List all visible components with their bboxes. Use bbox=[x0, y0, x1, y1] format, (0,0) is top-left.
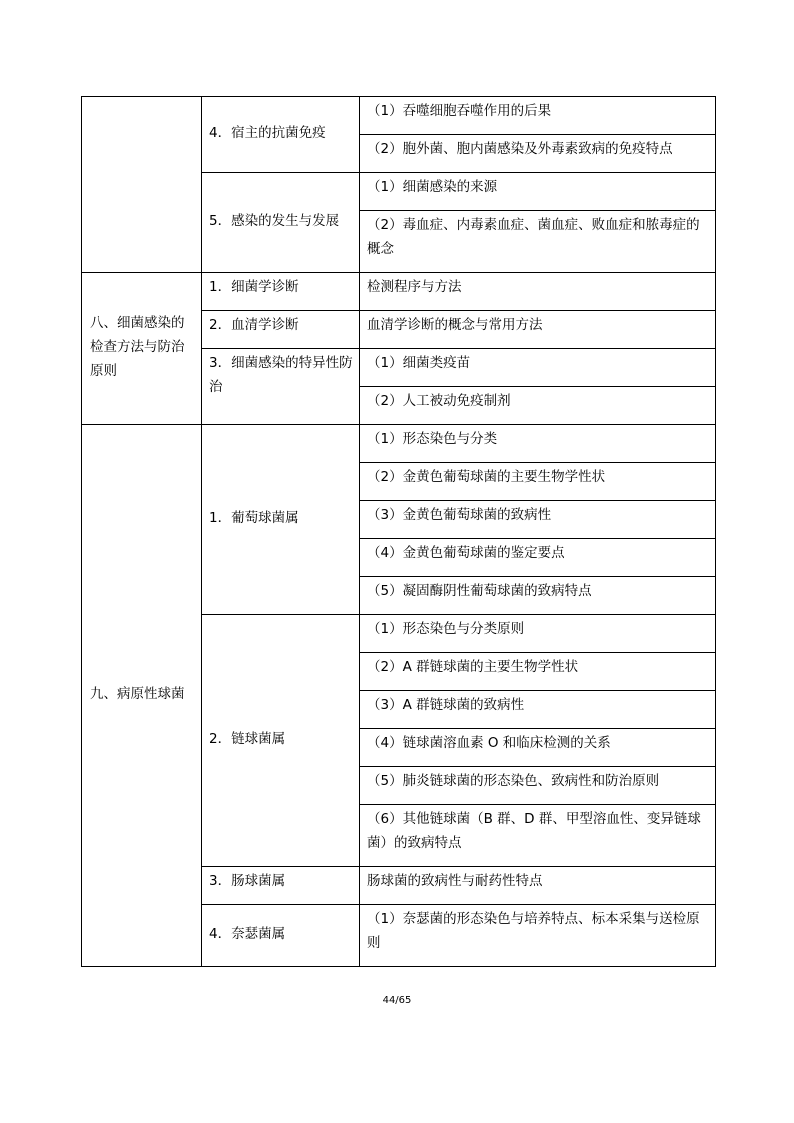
subtopic-cell: 2．血清学诊断 bbox=[202, 311, 360, 349]
subtopic-cell: 3．细菌感染的特异性防治 bbox=[202, 349, 360, 425]
item-cell: （5）凝固酶阴性葡萄球菌的致病特点 bbox=[360, 577, 716, 615]
category-cell: 八、细菌感染的检查方法与防治原则 bbox=[82, 273, 202, 425]
subtopic-cell: 4．宿主的抗菌免疫 bbox=[202, 97, 360, 173]
subtopic-cell: 1．葡萄球菌属 bbox=[202, 425, 360, 615]
item-cell: （1）形态染色与分类原则 bbox=[360, 615, 716, 653]
table-row bbox=[82, 97, 716, 135]
item-cell: （3）金黄色葡萄球菌的致病性 bbox=[360, 501, 716, 539]
item-cell: （2）人工被动免疫制剂 bbox=[360, 387, 716, 425]
item-cell: （1）吞噬细胞吞噬作用的后果 bbox=[360, 97, 716, 135]
subtopic-cell: 3．肠球菌属 bbox=[202, 867, 360, 905]
item-cell: （1）细菌感染的来源 bbox=[360, 173, 716, 211]
page-number: 44/65 bbox=[382, 995, 412, 1006]
item-cell: （5）肺炎链球菌的形态染色、致病性和防治原则 bbox=[360, 767, 716, 805]
item-cell: 肠球菌的致病性与耐药性特点 bbox=[360, 867, 716, 905]
category-cell bbox=[82, 97, 202, 273]
subtopic-cell: 1．细菌学诊断 bbox=[202, 273, 360, 311]
syllabus-table bbox=[81, 96, 716, 967]
item-cell: （1）细菌类疫苗 bbox=[360, 349, 716, 387]
item-cell: （4）金黄色葡萄球菌的鉴定要点 bbox=[360, 539, 716, 577]
item-cell: （4）链球菌溶血素 O 和临床检测的关系 bbox=[360, 729, 716, 767]
subtopic-cell: 4．奈瑟菌属 bbox=[202, 905, 360, 967]
item-cell: （2）毒血症、内毒素血症、菌血症、败血症和脓毒症的概念 bbox=[360, 211, 716, 273]
subtopic-cell: 2．链球菌属 bbox=[202, 615, 360, 867]
item-cell: 血清学诊断的概念与常用方法 bbox=[360, 311, 716, 349]
item-cell: （6）其他链球菌（B 群、D 群、甲型溶血性、变异链球菌）的致病特点 bbox=[360, 805, 716, 867]
item-cell: （1）形态染色与分类 bbox=[360, 425, 716, 463]
subtopic-cell: 5．感染的发生与发展 bbox=[202, 173, 360, 273]
table-row bbox=[82, 273, 716, 311]
item-cell: 检测程序与方法 bbox=[360, 273, 716, 311]
item-cell: （2）A 群链球菌的主要生物学性状 bbox=[360, 653, 716, 691]
item-cell: （1）奈瑟菌的形态染色与培养特点、标本采集与送检原则 bbox=[360, 905, 716, 967]
item-cell: （2）胞外菌、胞内菌感染及外毒素致病的免疫特点 bbox=[360, 135, 716, 173]
item-cell: （3）A 群链球菌的致病性 bbox=[360, 691, 716, 729]
item-cell: （2）金黄色葡萄球菌的主要生物学性状 bbox=[360, 463, 716, 501]
category-cell: 九、病原性球菌 bbox=[82, 425, 202, 967]
table-row bbox=[82, 425, 716, 463]
